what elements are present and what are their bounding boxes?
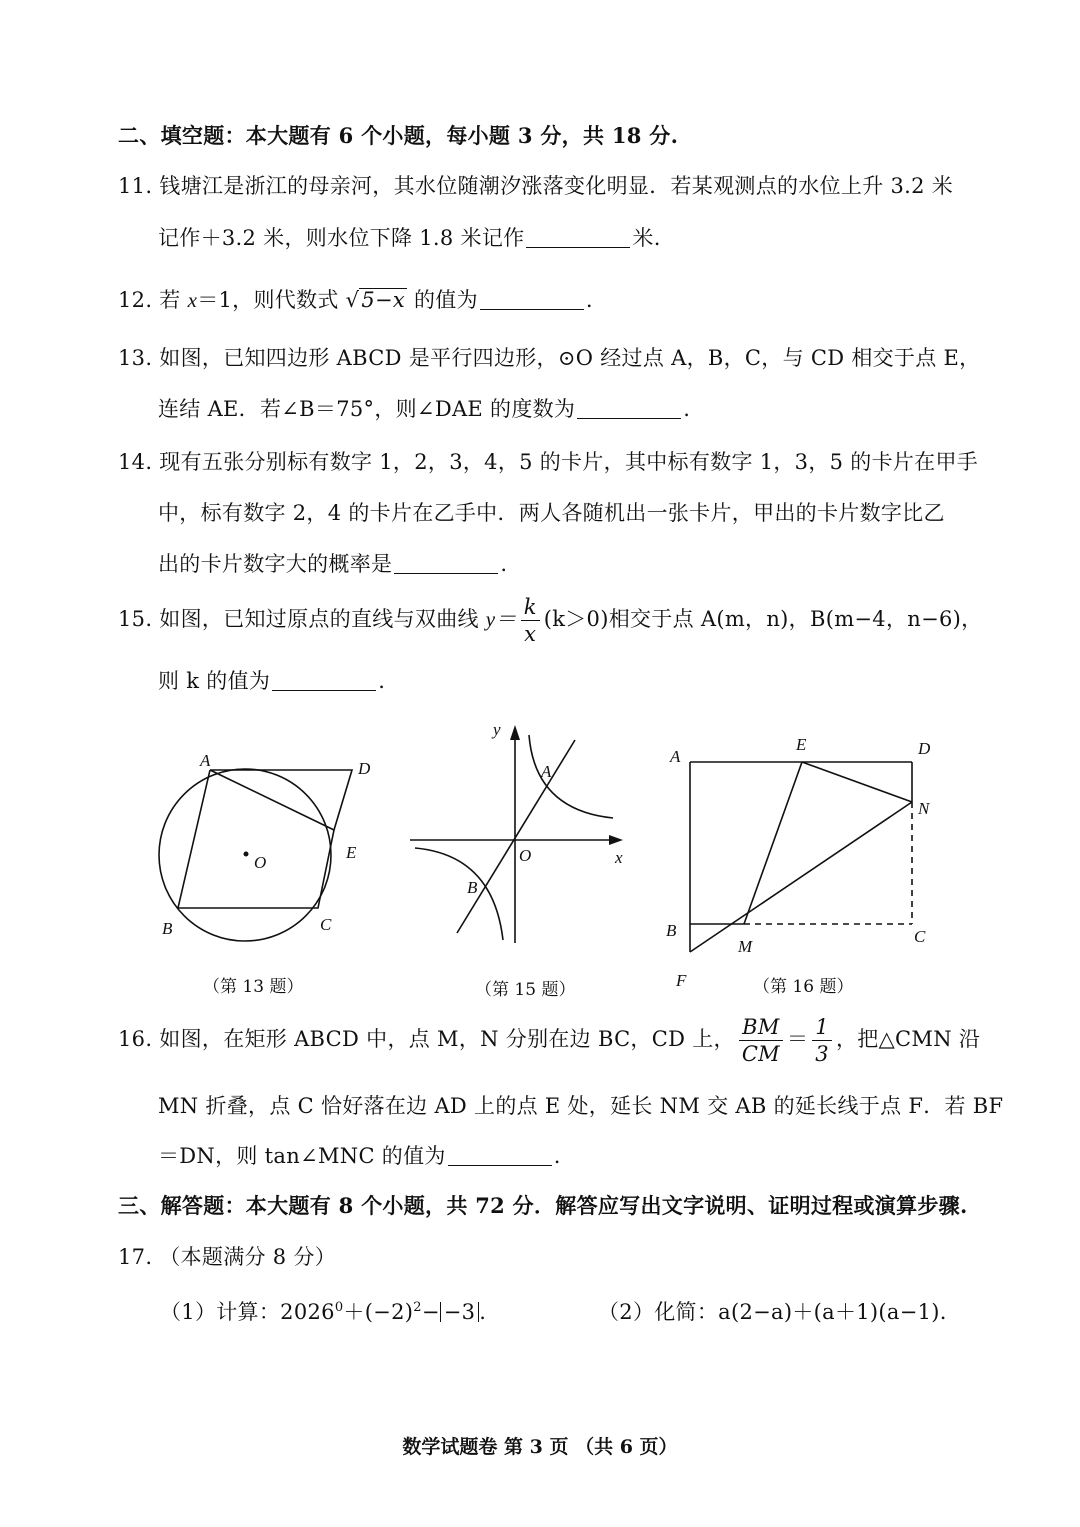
q16-frac1-den: CM [741, 1042, 780, 1066]
q14-line1 [118, 446, 978, 476]
fig16-segment-en [802, 762, 912, 802]
q16-pre: 如图，在矩形 ABCD 中，点 M，N 分别在边 BC，CD 上， [159, 1027, 735, 1051]
q12-number: 12. [118, 288, 153, 312]
q11-text2-end: 米. [632, 226, 661, 250]
q15-line2 [158, 665, 385, 695]
fig16-label-m: M [738, 937, 753, 956]
q11-text2: 记作＋3.2 米，则水位下降 1.8 米记作 [158, 226, 525, 250]
q12-answer-blank[interactable] [480, 289, 584, 310]
q16-frac2-den: 3 [815, 1042, 829, 1066]
q14-answer-blank[interactable] [394, 553, 498, 574]
q11-answer-blank[interactable] [526, 227, 630, 248]
q15-line1 [118, 594, 982, 647]
figure-15 [405, 715, 635, 950]
q17-title: （本题满分 8 分） [159, 1245, 337, 1269]
figure-13 [150, 740, 380, 960]
q16-eq: ＝ [786, 1027, 809, 1051]
fig16-label-d: D [918, 739, 931, 758]
q13-number: 13. [118, 346, 153, 370]
q12-pre: 若 [159, 288, 188, 312]
q14-text3: 出的卡片数字大的概率是 [158, 552, 393, 576]
q11-line1 [118, 170, 953, 200]
q16-text3-end: . [553, 1144, 561, 1168]
fig13-center-dot [244, 852, 249, 857]
fig16-line-fn [690, 802, 912, 952]
q16-number: 16. [118, 1027, 153, 1051]
q15-number: 15. [118, 607, 153, 631]
q16-text3: ＝DN，则 tan∠MNC 的值为 [158, 1144, 446, 1168]
q12-radicand: 5−x [361, 288, 406, 312]
fig13-caption: （第 13 题） [203, 977, 304, 997]
fig15-label-b: B [467, 878, 478, 897]
fig16-label-c: C [914, 927, 926, 946]
fig15-label-o: O [519, 846, 532, 865]
q14-line3 [158, 548, 507, 578]
q13-text2-end: . [683, 397, 691, 421]
q17-part1-pre: （1）计算：2026 [160, 1300, 335, 1324]
q16-line1 [118, 1014, 980, 1067]
q15-post: (k＞0)相交于点 A(m，n)，B(m−4，n−6)， [543, 607, 983, 631]
q13-text2: 连结 AE．若∠B＝75°，则∠DAE 的度数为 [158, 397, 576, 421]
q13-line1 [118, 342, 980, 372]
q15-fraction [521, 594, 540, 647]
fig13-label-a: A [200, 751, 211, 770]
q17-number: 17. [118, 1245, 153, 1269]
q11-text1: 钱塘江是浙江的母亲河，其水位随潮汐涨落变化明显．若某观测点的水位上升 3.2 米 [159, 174, 954, 198]
fig13-parallelogram [178, 770, 352, 908]
fig15-label-a: A [541, 762, 552, 781]
fig16-segment-em [744, 762, 802, 924]
q17-part1-end: . [479, 1300, 487, 1324]
q14-line2: 中，标有数字 2，4 的卡片在乙手中．两人各随机出一张卡片，甲出的卡片数字比乙 [158, 501, 945, 525]
q17-title-line [118, 1241, 336, 1271]
q15-text2-end: . [378, 669, 386, 693]
q15-frac-den: x [524, 622, 537, 646]
q17-part1-abs: −3 [440, 1302, 480, 1322]
q12-end: . [585, 288, 593, 312]
q15-text2: 则 k 的值为 [158, 669, 271, 693]
q16-frac2-num: 1 [812, 1014, 832, 1041]
q17-part2: （2）化简：a(2−a)＋(a＋1)(a−1). [598, 1300, 947, 1324]
fig16-label-n: N [918, 799, 930, 818]
q17-part1-exp: 0 [334, 1300, 344, 1315]
fig15-x-arrow [609, 835, 623, 845]
figure-16 [660, 730, 945, 1000]
fig16-label-b: B [666, 921, 677, 940]
q15-answer-blank[interactable] [272, 670, 376, 691]
q17-part1-minus: − [421, 1300, 440, 1324]
fig13-label-d: D [358, 759, 371, 778]
q15-frac-num: k [521, 594, 540, 621]
q14-text3-end: . [500, 552, 508, 576]
fig15-line [457, 740, 575, 933]
q14-text1: 现有五张分别标有数字 1，2，3，4，5 的卡片，其中标有数字 1，3，5 的卡片在甲手 [159, 450, 979, 474]
q12-line [118, 284, 593, 314]
q16-post: ，把△CMN 沿 [835, 1027, 981, 1051]
q15-pre: 如图，已知过原点的直线与双曲线 [159, 607, 486, 631]
q15-y-eq: y＝ [485, 607, 517, 631]
fig13-label-e: E [346, 843, 357, 862]
q16-frac1-num: BM [739, 1014, 783, 1041]
fig13-label-c: C [320, 915, 332, 934]
fig15-caption: （第 15 题） [475, 980, 576, 1000]
fig15-label-x: x [615, 848, 623, 867]
page-footer: 数学试题卷 第 3 页 （共 6 页） [402, 1436, 678, 1458]
fig16-label-f: F [676, 971, 687, 990]
q12-mid: ＝1，则代数式 [197, 288, 346, 312]
q16-line3 [158, 1140, 561, 1170]
q11-line2 [158, 222, 661, 252]
fig16-label-a: A [670, 747, 681, 766]
section3-heading: 三、解答题：本大题有 8 个小题，共 72 分．解答应写出文字说明、证明过程或演算步骤. [118, 1193, 968, 1218]
q16-fraction-one-third [812, 1014, 832, 1067]
q13-answer-blank[interactable] [577, 398, 681, 419]
q12-post: 的值为 [407, 288, 478, 312]
fig15-hyperbola-q3 [415, 848, 503, 940]
q17-part1 [160, 1296, 486, 1326]
q13-line2 [158, 393, 690, 423]
section2-heading: 二、填空题：本大题有 6 个小题，每小题 3 分，共 18 分. [118, 123, 679, 148]
fig15-y-arrow [510, 725, 520, 740]
q12-var: x [187, 288, 198, 312]
q16-line2: MN 折叠，点 C 恰好落在边 AD 上的点 E 处，延长 NM 交 AB 的延长线于点 F．若 BF [158, 1094, 1004, 1118]
q11-number: 11. [118, 174, 153, 198]
q13-text1: 如图，已知四边形 ABCD 是平行四边形，⊙O 经过点 A，B，C，与 CD 相交于点 E， [159, 346, 981, 370]
fig13-segment-ae [210, 770, 334, 830]
fig15-label-y: y [493, 720, 501, 739]
q17-part1-exp2: 2 [413, 1300, 422, 1315]
q17-part1-mid: ＋(−2) [343, 1300, 414, 1324]
q16-answer-blank[interactable] [448, 1145, 552, 1166]
fig16-caption: （第 16 题） [753, 977, 854, 997]
fig13-label-b: B [162, 919, 173, 938]
q16-fraction-bm-cm [739, 1014, 783, 1067]
q14-number: 14. [118, 450, 153, 474]
fig16-label-e: E [796, 735, 807, 754]
q12-sqrt-sign: √ [345, 288, 360, 312]
fig13-label-o: O [254, 853, 267, 872]
